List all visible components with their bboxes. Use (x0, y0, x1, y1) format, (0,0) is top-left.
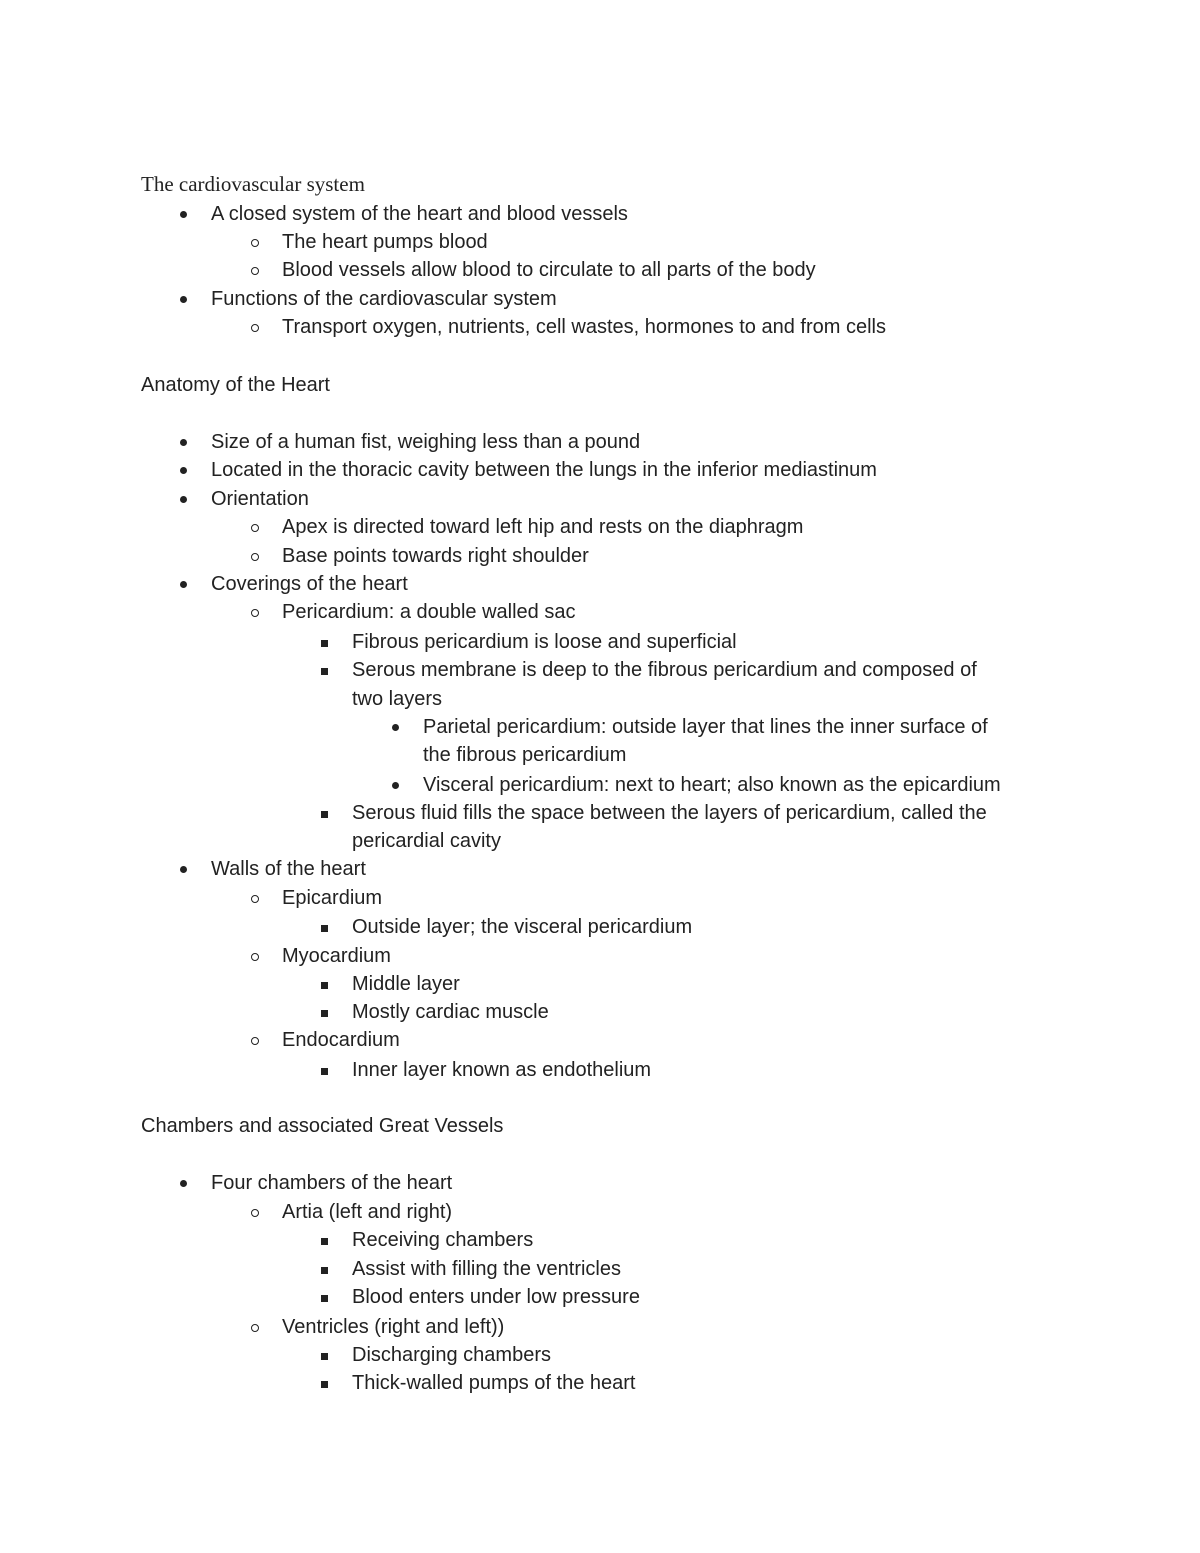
bullet-disc-icon (389, 773, 403, 797)
bullet-square-icon (318, 1343, 332, 1367)
list-item: Pericardium: a double walled sac (282, 601, 576, 623)
list-item: Thick-walled pumps of the heart (352, 1372, 636, 1394)
bullet-circle-icon (248, 1028, 262, 1052)
bullet-disc-icon (177, 857, 191, 881)
list-item: Walls of the heart (211, 858, 366, 880)
bullet-disc-icon (177, 430, 191, 454)
list-item: Inner layer known as endothelium (352, 1059, 652, 1081)
list-item: Ventricles (right and left)) (282, 1316, 505, 1338)
list-item-continuation: two layers (352, 688, 443, 710)
list-item: Four chambers of the heart (211, 1172, 453, 1194)
list-item: Fibrous pericardium is loose and superficial (352, 631, 737, 653)
list-item: Visceral pericardium: next to heart; also known as the epicardium (423, 774, 1001, 796)
list-item: Receiving chambers (352, 1229, 534, 1251)
bullet-square-icon (318, 1371, 332, 1395)
bullet-square-icon (318, 972, 332, 996)
bullet-disc-icon (389, 715, 403, 739)
list-item: Artia (left and right) (282, 1201, 453, 1223)
bullet-square-icon (318, 1000, 332, 1024)
bullet-square-icon (318, 801, 332, 825)
list-item: Mostly cardiac muscle (352, 1001, 549, 1023)
bullet-square-icon (318, 1228, 332, 1252)
list-item: Serous fluid fills the space between the layers of pericardium, called the (352, 802, 987, 824)
list-item: Transport oxygen, nutrients, cell wastes, hormones to and from cells (282, 316, 886, 338)
list-item: Base points towards right shoulder (282, 545, 589, 567)
list-item: Size of a human fist, weighing less than a pound (211, 431, 641, 453)
bullet-square-icon (318, 658, 332, 682)
section-heading: Anatomy of the Heart (141, 374, 330, 396)
bullet-circle-icon (248, 515, 262, 539)
bullet-disc-icon (177, 202, 191, 226)
list-item: The heart pumps blood (282, 231, 488, 253)
list-item: A closed system of the heart and blood vessels (211, 203, 628, 225)
list-item: Serous membrane is deep to the fibrous pericardium and composed of (352, 659, 977, 681)
list-item: Middle layer (352, 973, 460, 995)
list-item: Parietal pericardium: outside layer that lines the inner surface of (423, 716, 988, 738)
list-item: Functions of the cardiovascular system (211, 288, 557, 310)
bullet-disc-icon (177, 458, 191, 482)
list-item: Blood enters under low pressure (352, 1286, 640, 1308)
bullet-disc-icon (177, 1171, 191, 1195)
list-item: Outside layer; the visceral pericardium (352, 916, 693, 938)
bullet-circle-icon (248, 544, 262, 568)
list-item: Orientation (211, 488, 309, 510)
bullet-circle-icon (248, 886, 262, 910)
section-heading: The cardiovascular system (141, 172, 365, 196)
list-item: Epicardium (282, 887, 383, 909)
list-item: Discharging chambers (352, 1344, 551, 1366)
bullet-square-icon (318, 1257, 332, 1281)
bullet-square-icon (318, 915, 332, 939)
list-item: Located in the thoracic cavity between the lungs in the inferior mediastinum (211, 459, 877, 481)
bullet-square-icon (318, 1058, 332, 1082)
bullet-circle-icon (248, 258, 262, 282)
bullet-circle-icon (248, 600, 262, 624)
list-item: Endocardium (282, 1029, 400, 1051)
bullet-circle-icon (248, 1200, 262, 1224)
bullet-circle-icon (248, 1315, 262, 1339)
bullet-square-icon (318, 630, 332, 654)
list-item: Blood vessels allow blood to circulate to all parts of the body (282, 259, 816, 281)
list-item: Assist with filling the ventricles (352, 1258, 621, 1280)
list-item: Coverings of the heart (211, 573, 408, 595)
section-heading: Chambers and associated Great Vessels (141, 1115, 504, 1137)
list-item: Apex is directed toward left hip and rests on the diaphragm (282, 516, 804, 538)
list-item: Myocardium (282, 945, 391, 967)
bullet-circle-icon (248, 230, 262, 254)
bullet-disc-icon (177, 487, 191, 511)
list-item-continuation: pericardial cavity (352, 830, 501, 852)
bullet-disc-icon (177, 572, 191, 596)
bullet-disc-icon (177, 287, 191, 311)
list-item-continuation: the fibrous pericardium (423, 744, 627, 766)
bullet-square-icon (318, 1285, 332, 1309)
bullet-circle-icon (248, 315, 262, 339)
bullet-circle-icon (248, 944, 262, 968)
